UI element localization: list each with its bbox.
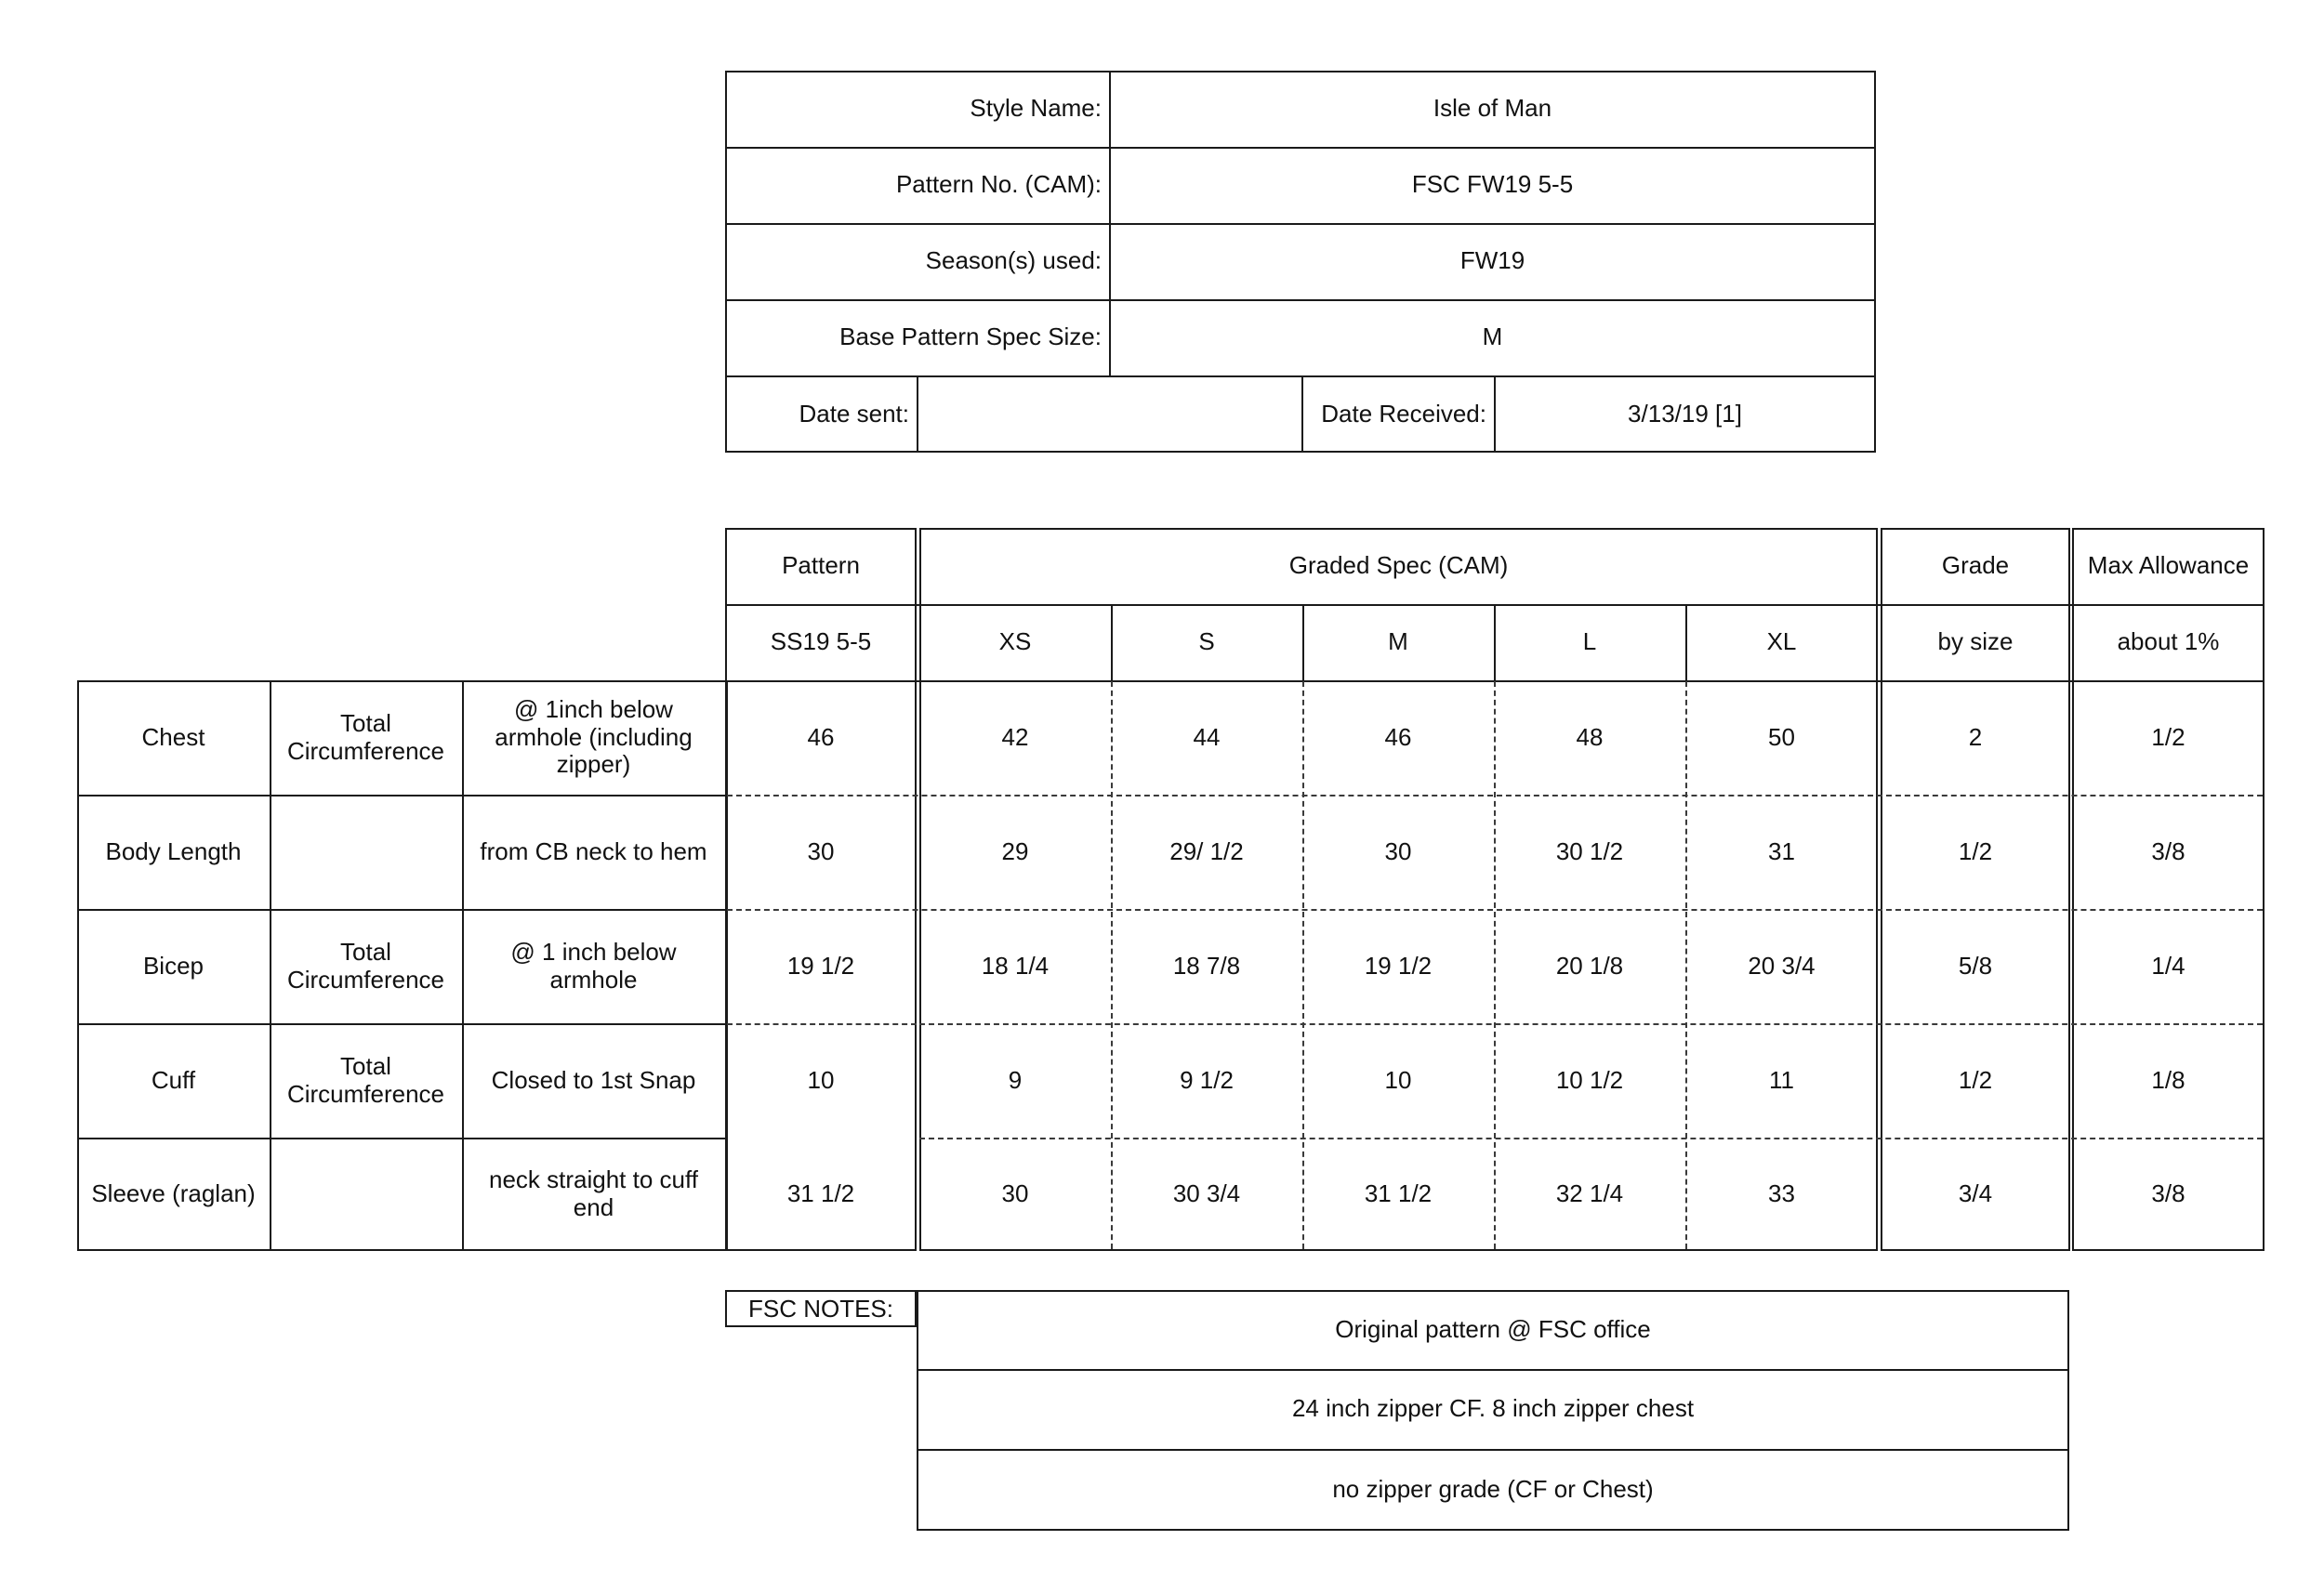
row-how-to-measure: Closed to 1st Snap	[491, 1065, 696, 1094]
style-name-label: Style Name:	[970, 94, 1102, 123]
allowance-subheader: about 1%	[2117, 627, 2220, 656]
row-pattern-value: 30	[807, 836, 835, 865]
row-how-to-measure: @ 1 inch below armhole	[510, 937, 677, 994]
row-graded-l: 48	[1576, 722, 1604, 751]
note-item: no zipper grade (CF or Chest)	[1332, 1475, 1654, 1504]
row-measure: Total Circumference	[286, 937, 445, 994]
row-measure	[270, 795, 462, 909]
row-pattern-value: 46	[807, 722, 835, 751]
note-item: Original pattern @ FSC office	[1335, 1314, 1651, 1343]
row-grade: 1/2	[1958, 1065, 1993, 1094]
base-size-value: M	[1482, 323, 1503, 351]
row-how-to-measure: @ 1inch below armhole (including zipper)	[495, 694, 693, 779]
size-header-xs: XS	[998, 627, 1032, 656]
row-point: Bicep	[142, 951, 205, 980]
row-graded-l: 20 1/8	[1555, 951, 1624, 980]
row-graded-s: 29/ 1/2	[1169, 836, 1244, 865]
row-graded-l: 32 1/4	[1555, 1179, 1624, 1208]
notes-label: FSC NOTES:	[747, 1295, 893, 1323]
grade-header: Grade	[1941, 551, 2010, 580]
row-graded-s: 18 7/8	[1172, 951, 1241, 980]
row-grade: 2	[1968, 722, 1983, 751]
date-sent-label: Date sent:	[799, 399, 909, 428]
row-measure	[270, 1138, 462, 1251]
row-allowance: 1/8	[2151, 1065, 2185, 1094]
row-graded-xs: 42	[1001, 722, 1029, 751]
row-graded-l: 10 1/2	[1555, 1065, 1624, 1094]
pattern-no-label: Pattern No. (CAM):	[895, 170, 1102, 199]
row-how-to-measure: neck straight to cuff end	[489, 1165, 698, 1221]
row-graded-xl: 33	[1768, 1179, 1795, 1208]
note-item: 24 inch zipper CF. 8 inch zipper chest	[1291, 1394, 1695, 1423]
size-header-m: M	[1388, 627, 1408, 656]
row-measure: Total Circumference	[286, 708, 445, 765]
row-allowance: 3/8	[2151, 1179, 2185, 1208]
style-name-value: Isle of Man	[1433, 94, 1552, 123]
pattern-subheader: SS19 5-5	[770, 627, 872, 656]
row-graded-m: 19 1/2	[1364, 951, 1433, 980]
row-graded-xs: 29	[1001, 836, 1029, 865]
date-received-label: Date Received:	[1321, 399, 1486, 428]
row-pattern-value: 31 1/2	[786, 1179, 855, 1208]
row-grade: 3/4	[1958, 1179, 1993, 1208]
row-graded-xs: 9	[1008, 1065, 1023, 1094]
row-allowance: 1/2	[2151, 722, 2185, 751]
row-graded-m: 30	[1384, 836, 1412, 865]
row-point: Body Length	[105, 836, 242, 865]
date-sent-value	[917, 375, 1301, 453]
row-graded-s: 30 3/4	[1172, 1179, 1241, 1208]
seasons-label: Season(s) used:	[925, 246, 1102, 275]
size-header-l: L	[1582, 627, 1597, 656]
base-size-label: Base Pattern Spec Size:	[839, 323, 1102, 351]
row-graded-xl: 11	[1769, 1065, 1794, 1094]
row-graded-xl: 20 3/4	[1748, 951, 1816, 980]
row-grade: 1/2	[1958, 836, 1993, 865]
size-header-xl: XL	[1766, 627, 1797, 656]
row-graded-m: 10	[1384, 1065, 1412, 1094]
row-pattern-value: 10	[807, 1065, 835, 1094]
row-graded-xs: 30	[1001, 1179, 1029, 1208]
row-point: Chest	[141, 722, 205, 751]
row-how-to-measure: from CB neck to hem	[480, 836, 707, 865]
row-allowance: 3/8	[2151, 836, 2185, 865]
allowance-header: Max Allowance	[2087, 551, 2250, 580]
pattern-header: Pattern	[782, 551, 860, 580]
size-header-s: S	[1198, 627, 1215, 656]
row-point: Cuff	[151, 1065, 196, 1094]
row-graded-xl: 31	[1768, 836, 1795, 865]
pattern-no-value: FSC FW19 5-5	[1411, 170, 1574, 199]
row-grade: 5/8	[1958, 951, 1993, 980]
row-point: Sleeve (raglan)	[91, 1179, 256, 1208]
row-graded-s: 9 1/2	[1180, 1065, 1234, 1094]
row-graded-xl: 50	[1768, 722, 1795, 751]
graded-spec-header: Graded Spec (CAM)	[1288, 551, 1509, 580]
row-graded-l: 30 1/2	[1555, 836, 1624, 865]
row-measure: Total Circumference	[286, 1051, 445, 1108]
row-graded-xs: 18 1/4	[981, 951, 1050, 980]
row-graded-m: 46	[1384, 722, 1412, 751]
seasons-value: FW19	[1459, 246, 1525, 275]
row-pattern-value: 19 1/2	[786, 951, 855, 980]
date-received-value: 3/13/19 [1]	[1628, 399, 1742, 428]
grade-subheader: by size	[1937, 627, 2014, 656]
row-allowance: 1/4	[2151, 951, 2185, 980]
row-graded-s: 44	[1193, 722, 1221, 751]
row-graded-m: 31 1/2	[1364, 1179, 1433, 1208]
